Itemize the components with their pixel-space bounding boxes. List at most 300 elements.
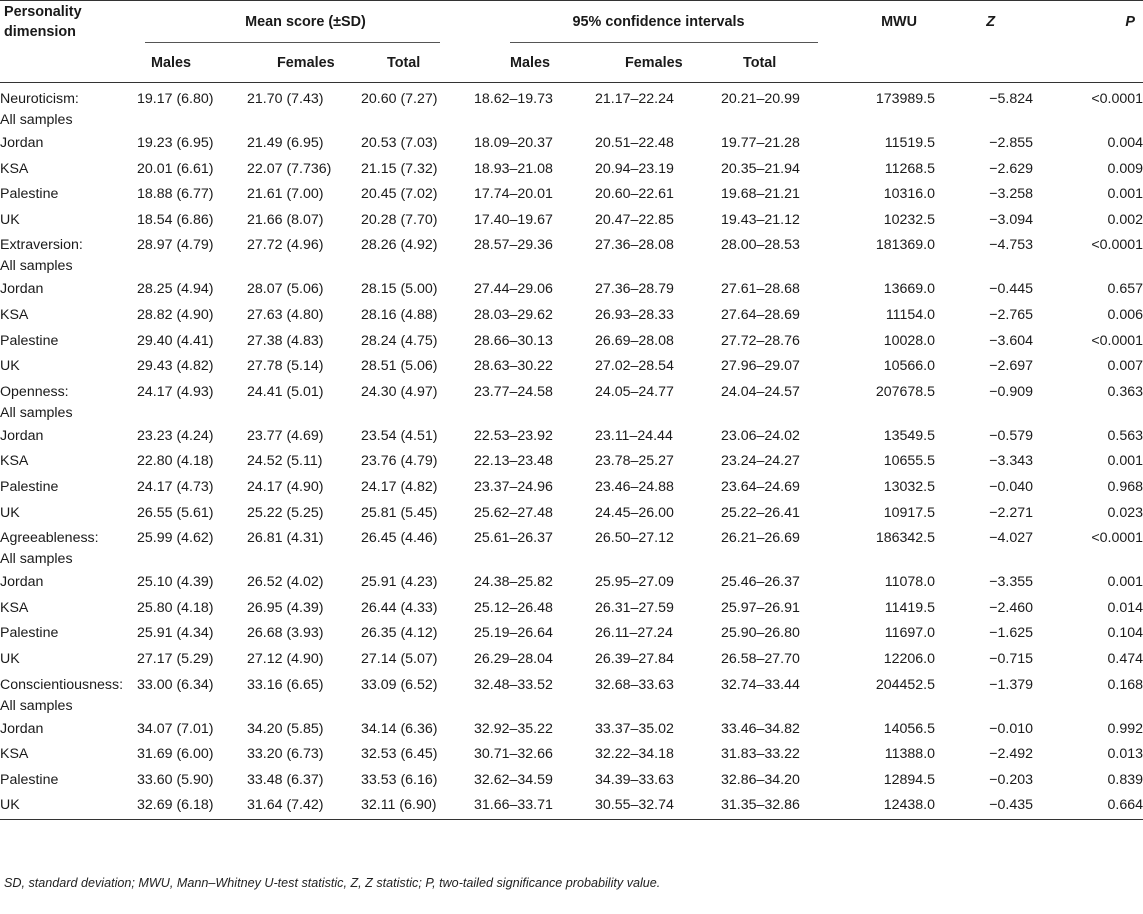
cell-mean-males: 19.17 (6.80) [137, 91, 214, 107]
cell-ci-males: 25.12–26.48 [474, 599, 553, 616]
cell-mwu: 10028.0 [883, 332, 936, 349]
cell-mean-males: 31.69 (6.00) [137, 746, 214, 763]
cell-z-value: −0.579 [989, 427, 1034, 444]
cell-p-value: 0.839 [1107, 771, 1143, 788]
cell-z-value: −4.027 [989, 530, 1034, 547]
cell-mwu: 204452.5 [875, 676, 936, 693]
table-row [0, 131, 1143, 157]
cell-mean-males: 20.01 (6.61) [137, 160, 214, 177]
cell-mwu: 11268.5 [884, 160, 936, 177]
cell-mwu: 11419.5 [884, 599, 936, 616]
dimension-label: UK [0, 650, 20, 667]
cell-ci-females: 20.47–22.85 [595, 211, 674, 228]
cell-mean-males: 28.82 (4.90) [137, 306, 214, 323]
cell-z-value: −2.765 [989, 306, 1034, 323]
cell-mean-females: 27.12 (4.90) [247, 650, 324, 667]
cell-z-value: −4.753 [989, 237, 1034, 254]
dimension-label: Jordan [0, 427, 44, 444]
cell-mean-females: 27.38 (4.83) [247, 332, 324, 349]
cell-p-value: 0.014 [1107, 599, 1143, 616]
cell-mwu: 14056.5 [883, 720, 936, 737]
dimension-label: KSA [0, 599, 29, 616]
cell-mean-total: 20.45 (7.02) [361, 186, 438, 203]
cell-ci-total: 31.83–33.22 [721, 746, 800, 763]
dimension-sublabel: All samples [0, 112, 73, 128]
cell-mwu: 12206.0 [883, 650, 936, 667]
cell-p-value: 0.001 [1107, 186, 1143, 203]
cell-mean-females: 26.68 (3.93) [247, 625, 324, 642]
cell-ci-total: 28.00–28.53 [721, 237, 800, 254]
cell-p-value: 0.657 [1107, 281, 1143, 298]
table-row [0, 673, 1143, 717]
cell-mean-females: 24.52 (5.11) [247, 453, 323, 470]
header-ci-males: Males [510, 54, 550, 71]
cell-ci-males: 28.03–29.62 [474, 306, 553, 323]
cell-mean-males: 29.40 (4.41) [137, 332, 214, 349]
cell-ci-total: 27.61–28.68 [721, 281, 800, 298]
cell-mean-males: 32.69 (6.18) [137, 793, 247, 819]
cell-ci-females: 27.36–28.79 [595, 281, 674, 298]
table-row [0, 449, 1143, 475]
cell-z-value: −0.715 [989, 650, 1034, 667]
cell-ci-males: 31.66–33.71 [474, 793, 595, 819]
cell-ci-total: 26.21–26.69 [721, 530, 800, 547]
cell-mean-females: 26.81 (4.31) [247, 530, 324, 547]
cell-ci-total: 25.97–26.91 [721, 599, 800, 616]
cell-mean-females: 21.66 (8.07) [247, 211, 324, 228]
cell-ci-males: 26.29–28.04 [474, 650, 553, 667]
table-row [0, 424, 1143, 450]
cell-dimension [0, 647, 137, 673]
cell-z-value: −0.010 [989, 720, 1034, 737]
cell-dimension [0, 526, 137, 570]
cell-p-value: 0.474 [1107, 650, 1143, 667]
cell-mean-total: 20.53 (7.03) [361, 135, 438, 151]
cell-mean-total: 28.26 (4.92) [361, 237, 438, 254]
cell-p-value: <0.0001 [1091, 91, 1143, 107]
cell-ci-females: 23.46–24.88 [595, 478, 674, 495]
cell-p-value: 0.001 [1107, 453, 1143, 470]
cell-ci-total: 23.24–24.27 [721, 453, 800, 470]
dimension-label: KSA [0, 306, 29, 323]
cell-dimension [0, 768, 137, 794]
cell-mean-total: 27.14 (5.07) [361, 650, 438, 667]
cell-mean-total: 32.53 (6.45) [361, 746, 438, 763]
header-mean-females: Females [277, 54, 335, 71]
cell-mean-total: 21.15 (7.32) [361, 160, 438, 177]
cell-dimension [0, 83, 137, 132]
cell-p-value: 0.363 [1107, 383, 1143, 400]
cell-dimension [0, 303, 137, 329]
cell-p-value: <0.0001 [1091, 530, 1143, 547]
cell-z-value: −0.445 [989, 281, 1034, 298]
cell-ci-females: 26.69–28.08 [595, 332, 674, 349]
header-mean-total: Total [387, 54, 421, 71]
cell-z-value: −0.040 [989, 478, 1034, 495]
dimension-label: Palestine [0, 332, 59, 349]
cell-ci-males: 30.71–32.66 [474, 746, 553, 763]
cell-p-value: 0.023 [1107, 504, 1143, 521]
table-row [0, 621, 1143, 647]
cell-mean-males: 19.23 (6.95) [137, 135, 214, 151]
dimension-label: UK [0, 797, 20, 814]
cell-mwu: 11154.0 [885, 306, 936, 323]
cell-mwu: 10917.5 [883, 504, 936, 521]
cell-p-value: 0.006 [1107, 306, 1143, 323]
cell-ci-females: 27.36–28.08 [595, 237, 674, 254]
header-dimension: Personality dimension [4, 4, 82, 40]
dimension-label: Jordan [0, 135, 44, 151]
cell-dimension [0, 570, 137, 596]
table-row [0, 157, 1143, 183]
cell-ci-males: 27.44–29.06 [474, 281, 553, 298]
cell-ci-females: 25.95–27.09 [595, 574, 674, 591]
cell-z-value: −1.625 [989, 625, 1034, 642]
dimension-label: UK [0, 211, 20, 228]
cell-mean-males: 27.17 (5.29) [137, 650, 214, 667]
cell-ci-males: 25.61–26.37 [474, 530, 553, 547]
cell-mean-total: 32.11 (6.90) [361, 793, 474, 819]
cell-mean-total: 26.44 (4.33) [361, 599, 438, 616]
cell-mean-males: 22.80 (4.18) [137, 453, 214, 470]
cell-mean-total: 26.35 (4.12) [361, 625, 438, 642]
cell-ci-females: 24.05–24.77 [595, 383, 674, 400]
header-row-1 [0, 1, 1143, 44]
header-blank [1033, 43, 1143, 83]
cell-ci-total: 27.72–28.76 [721, 332, 800, 349]
table-row [0, 475, 1143, 501]
cell-p-value: 0.168 [1107, 676, 1143, 693]
cell-ci-females: 23.78–25.27 [595, 453, 674, 470]
cell-mean-total: 33.53 (6.16) [361, 771, 438, 788]
cell-mean-females: 21.49 (6.95) [247, 135, 324, 151]
cell-mean-total: 28.51 (5.06) [361, 358, 438, 375]
cell-p-value: <0.0001 [1091, 332, 1143, 349]
dimension-label: Agreeableness: [0, 530, 99, 547]
cell-ci-females: 26.31–27.59 [595, 599, 674, 616]
cell-ci-males: 18.09–20.37 [474, 135, 553, 151]
cell-ci-females: 24.45–26.00 [595, 504, 674, 521]
dimension-label: Palestine [0, 478, 59, 495]
header-z: Z [986, 14, 996, 30]
cell-ci-males: 17.74–20.01 [474, 186, 553, 203]
table-row [0, 303, 1143, 329]
cell-mean-total: 25.81 (5.45) [361, 504, 438, 521]
cell-ci-males: 22.13–23.48 [474, 453, 553, 470]
cell-mean-males: 26.55 (5.61) [137, 504, 214, 521]
cell-dimension [0, 208, 137, 234]
cell-p-value: 0.013 [1107, 746, 1143, 763]
cell-p-value: 0.664 [1033, 793, 1143, 819]
cell-ci-males: 32.92–35.22 [474, 720, 553, 737]
table-row [0, 329, 1143, 355]
cell-ci-females: 30.55–32.74 [595, 793, 721, 819]
cell-mean-total: 23.54 (4.51) [361, 427, 438, 444]
cell-mwu: 11388.0 [884, 746, 936, 763]
cell-dimension [0, 354, 137, 380]
cell-ci-females: 34.39–33.63 [595, 771, 674, 788]
cell-dimension [0, 277, 137, 303]
cell-ci-total: 25.90–26.80 [721, 625, 800, 642]
cell-ci-males: 32.48–33.52 [474, 676, 553, 693]
cell-ci-females: 20.94–23.19 [595, 160, 674, 177]
cell-dimension [0, 449, 137, 475]
cell-z-value: −3.343 [989, 453, 1034, 470]
cell-z-value: −0.435 [935, 793, 1033, 819]
cell-mwu: 181369.0 [875, 237, 936, 254]
dimension-sublabel: All samples [0, 697, 73, 714]
cell-mean-females: 26.95 (4.39) [247, 599, 324, 616]
header-mwu: MWU [881, 14, 918, 30]
cell-mean-total: 28.24 (4.75) [361, 332, 438, 349]
table-body [0, 83, 1143, 820]
cell-mean-total: 28.16 (4.88) [361, 306, 438, 323]
cell-ci-females: 23.11–24.44 [595, 427, 673, 444]
cell-ci-males: 22.53–23.92 [474, 427, 553, 444]
table-row [0, 354, 1143, 380]
cell-mean-total: 20.60 (7.27) [361, 91, 438, 107]
header-row-2 [0, 43, 1143, 83]
cell-ci-total: 24.04–24.57 [721, 383, 800, 400]
cell-mean-females: 27.78 (5.14) [247, 358, 324, 375]
cell-ci-total: 25.46–26.37 [721, 574, 800, 591]
cell-mwu: 10655.5 [883, 453, 936, 470]
cell-mean-males: 28.97 (4.79) [137, 237, 214, 254]
cell-z-value: −3.355 [989, 574, 1034, 591]
cell-mean-males: 25.91 (4.34) [137, 625, 214, 642]
cell-ci-males: 25.19–26.64 [474, 625, 553, 642]
cell-ci-males: 18.62–19.73 [474, 91, 553, 107]
cell-mean-females: 33.16 (6.65) [247, 676, 324, 693]
dimension-label: UK [0, 358, 20, 375]
cell-p-value: 0.968 [1107, 478, 1143, 495]
cell-ci-females: 20.51–22.48 [595, 135, 674, 151]
cell-ci-males: 17.40–19.67 [474, 211, 553, 228]
cell-ci-total: 19.77–21.28 [721, 135, 800, 151]
cell-ci-males: 23.37–24.96 [474, 478, 553, 495]
cell-ci-total: 20.35–21.94 [721, 160, 800, 177]
cell-mean-males: 18.54 (6.86) [137, 211, 214, 228]
cell-mwu: 13032.5 [883, 478, 936, 495]
cell-mean-females: 25.22 (5.25) [247, 504, 324, 521]
table-row [0, 793, 1143, 819]
table-row [0, 596, 1143, 622]
cell-ci-males: 18.93–21.08 [474, 160, 553, 177]
cell-z-value: −1.379 [989, 676, 1034, 693]
cell-mean-males: 24.17 (4.93) [137, 383, 214, 400]
header-confidence-intervals: 95% confidence intervals [474, 1, 843, 44]
cell-ci-females: 32.22–34.18 [595, 746, 674, 763]
cell-dimension [0, 475, 137, 501]
cell-mean-males: 18.88 (6.77) [137, 186, 214, 203]
cell-z-value: −2.629 [989, 160, 1034, 177]
cell-mean-females: 33.20 (6.73) [247, 746, 324, 763]
header-mean-males: Males [151, 54, 191, 71]
cell-mean-females: 21.70 (7.43) [247, 91, 324, 107]
cell-dimension [0, 793, 137, 819]
cell-dimension [0, 717, 137, 743]
cell-mean-total: 28.15 (5.00) [361, 281, 438, 298]
cell-p-value: 0.007 [1107, 358, 1143, 375]
dimension-label: Conscientiousness: [0, 676, 124, 693]
cell-dimension [0, 182, 137, 208]
dimension-label: KSA [0, 453, 29, 470]
cell-p-value: 0.004 [1107, 135, 1143, 151]
cell-z-value: −2.697 [989, 358, 1034, 375]
dimension-label: Jordan [0, 720, 44, 737]
dimension-label: UK [0, 504, 20, 521]
dimension-label: Jordan [0, 281, 44, 298]
dimension-label: KSA [0, 160, 29, 177]
cell-p-value: 0.001 [1107, 574, 1143, 591]
cell-dimension [0, 596, 137, 622]
cell-p-value: 0.992 [1107, 720, 1143, 737]
header-ci-females: Females [625, 54, 683, 71]
cell-dimension [0, 673, 137, 717]
cell-mwu: 11078.0 [884, 574, 936, 591]
cell-z-value: −0.203 [989, 771, 1034, 788]
cell-z-value: −3.094 [989, 211, 1034, 228]
cell-dimension [0, 233, 137, 277]
table-row [0, 208, 1143, 234]
cell-ci-males: 24.38–25.82 [474, 574, 553, 591]
cell-z-value: −2.855 [989, 135, 1034, 151]
cell-mean-females: 27.72 (4.96) [247, 237, 324, 254]
cell-mean-males: 33.00 (6.34) [137, 676, 214, 693]
cell-mean-males: 25.10 (4.39) [137, 574, 214, 591]
table-row [0, 233, 1143, 277]
cell-dimension [0, 157, 137, 183]
cell-ci-females: 27.02–28.54 [595, 358, 674, 375]
table-row [0, 182, 1143, 208]
cell-ci-females: 20.60–22.61 [595, 186, 674, 203]
cell-mean-females: 21.61 (7.00) [247, 186, 324, 203]
cell-ci-females: 26.11–27.24 [595, 625, 673, 642]
cell-mean-females: 23.77 (4.69) [247, 427, 324, 444]
cell-dimension [0, 329, 137, 355]
cell-mwu: 186342.5 [875, 530, 936, 547]
cell-z-value: −2.460 [989, 599, 1034, 616]
cell-ci-total: 20.21–20.99 [721, 91, 800, 107]
table-row [0, 742, 1143, 768]
cell-mean-total: 26.45 (4.46) [361, 530, 438, 547]
cell-z-value: −2.271 [989, 504, 1034, 521]
header-blank [935, 43, 1033, 83]
cell-mean-females: 22.07 (7.736) [247, 160, 332, 177]
cell-p-value: 0.002 [1107, 211, 1143, 228]
cell-mean-total: 25.91 (4.23) [361, 574, 438, 591]
cell-mwu: 13549.5 [883, 427, 936, 444]
cell-mean-males: 29.43 (4.82) [137, 358, 214, 375]
cell-ci-total: 32.74–33.44 [721, 676, 800, 693]
header-p: P [1125, 14, 1136, 30]
header-blank [843, 43, 935, 83]
cell-mean-total: 33.09 (6.52) [361, 676, 438, 693]
cell-dimension [0, 424, 137, 450]
table-row [0, 570, 1143, 596]
cell-mean-females: 26.52 (4.02) [247, 574, 324, 591]
cell-z-value: −5.824 [989, 91, 1034, 107]
dimension-label: Openness: [0, 383, 69, 400]
cell-mean-total: 24.30 (4.97) [361, 383, 438, 400]
cell-ci-males: 28.63–30.22 [474, 358, 553, 375]
dimension-label: Neuroticism: [0, 91, 79, 107]
cell-p-value: 0.009 [1107, 160, 1143, 177]
cell-dimension [0, 742, 137, 768]
cell-ci-females: 26.50–27.12 [595, 530, 674, 547]
cell-ci-total: 27.64–28.69 [721, 306, 800, 323]
cell-z-value: −3.258 [989, 186, 1034, 203]
cell-mwu: 11697.0 [884, 625, 936, 642]
cell-mean-males: 24.17 (4.73) [137, 478, 214, 495]
cell-mean-total: 23.76 (4.79) [361, 453, 438, 470]
cell-mwu: 12438.0 [843, 793, 935, 819]
cell-ci-males: 28.66–30.13 [474, 332, 553, 349]
table-row [0, 768, 1143, 794]
cell-mwu: 13669.0 [883, 281, 936, 298]
cell-mwu: 10316.0 [883, 186, 936, 203]
dimension-sublabel: All samples [0, 404, 73, 421]
table-row [0, 277, 1143, 303]
dimension-label: Palestine [0, 771, 59, 788]
dimension-label: KSA [0, 746, 29, 763]
cell-z-value: −3.604 [989, 332, 1034, 349]
cell-mean-males: 34.07 (7.01) [137, 720, 214, 737]
dimension-label: Palestine [0, 625, 59, 642]
cell-ci-total: 23.06–24.02 [721, 427, 800, 444]
cell-ci-total: 27.96–29.07 [721, 358, 800, 375]
cell-ci-females: 21.17–22.24 [595, 91, 674, 107]
cell-mean-females: 34.20 (5.85) [247, 720, 324, 737]
cell-p-value: 0.563 [1107, 427, 1143, 444]
cell-ci-total: 33.46–34.82 [721, 720, 800, 737]
cell-mean-total: 34.14 (6.36) [361, 720, 438, 737]
cell-dimension [0, 501, 137, 527]
cell-mean-females: 33.48 (6.37) [247, 771, 324, 788]
cell-mean-total: 20.28 (7.70) [361, 211, 438, 228]
dimension-label: Extraversion: [0, 237, 83, 254]
cell-mean-total: 24.17 (4.82) [361, 478, 438, 495]
table-row [0, 717, 1143, 743]
table-row [0, 647, 1143, 673]
cell-mean-females: 28.07 (5.06) [247, 281, 324, 298]
cell-dimension [0, 380, 137, 424]
cell-z-value: −2.492 [989, 746, 1034, 763]
cell-ci-total: 19.68–21.21 [721, 186, 800, 203]
cell-ci-males: 28.57–29.36 [474, 237, 553, 254]
cell-ci-females: 26.93–28.33 [595, 306, 674, 323]
cell-mwu: 173989.5 [875, 91, 936, 107]
cell-mwu: 207678.5 [875, 383, 936, 400]
cell-mwu: 11519.5 [884, 135, 936, 151]
cell-mwu: 12894.5 [883, 771, 936, 788]
cell-ci-females: 32.68–33.63 [595, 676, 674, 693]
header-mean-score: Mean score (±SD) [137, 1, 474, 44]
cell-mean-females: 27.63 (4.80) [247, 306, 324, 323]
cell-ci-males: 25.62–27.48 [474, 504, 553, 521]
cell-mean-females: 24.41 (5.01) [247, 383, 324, 400]
cell-mean-males: 23.23 (4.24) [137, 427, 214, 444]
cell-dimension [0, 621, 137, 647]
dimension-sublabel: All samples [0, 258, 73, 275]
cell-ci-total: 26.58–27.70 [721, 650, 800, 667]
cell-p-value: <0.0001 [1091, 237, 1143, 254]
cell-mean-males: 28.25 (4.94) [137, 281, 214, 298]
header-blank [0, 43, 137, 83]
cell-mean-females: 31.64 (7.42) [247, 793, 361, 819]
cell-ci-total: 23.64–24.69 [721, 478, 800, 495]
cell-mean-females: 24.17 (4.90) [247, 478, 324, 495]
